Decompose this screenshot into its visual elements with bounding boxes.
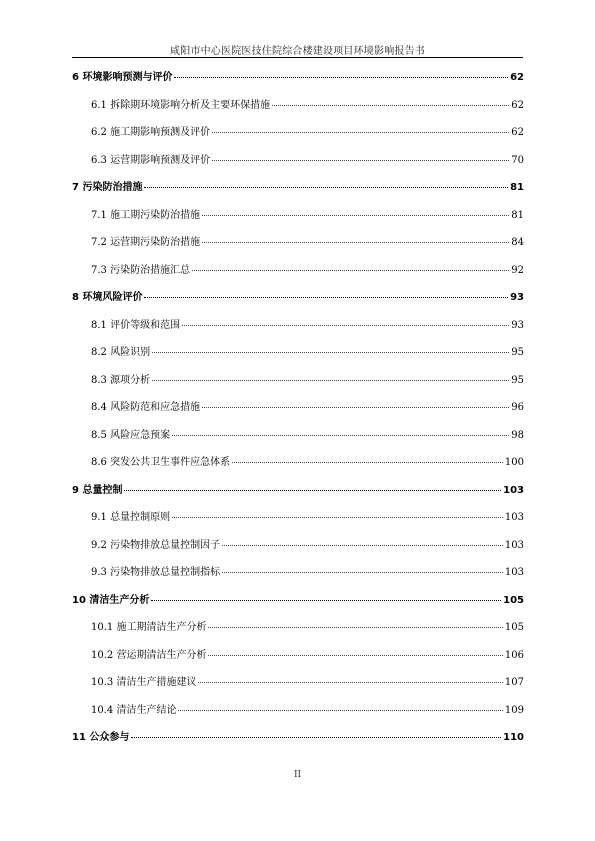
toc-entry-label: 9.1 总量控制原则 [91, 512, 171, 523]
toc-dot-leader [174, 77, 508, 78]
toc-entry-label: 8.2 风险识别 [91, 347, 151, 358]
toc-entry-label: 6.3 运营期影响预测及评价 [91, 154, 211, 166]
toc-entry-label: 8 环境风险评价 [72, 292, 143, 303]
toc-dot-leader [152, 352, 509, 353]
toc-entry-page-number: 70 [511, 154, 524, 166]
toc-entry-label: 10 清洁生产分析 [72, 594, 150, 606]
toc-entry-label: 10.4 清洁生产结论 [91, 704, 177, 716]
toc-dot-leader [151, 600, 501, 601]
toc-entry-label: 7.2 运营期污染防治措施 [91, 237, 201, 248]
toc-entry-page-number: 107 [504, 677, 524, 688]
toc-section-entry[interactable] [72, 151, 524, 179]
toc-chapter-entry[interactable] [72, 288, 524, 316]
toc-section-entry[interactable] [72, 426, 524, 454]
toc-entry-page-number: 81 [511, 209, 524, 221]
toc-entry-page-number: 106 [504, 649, 524, 661]
toc-entry-page-number: 62 [511, 127, 524, 138]
toc-dot-leader [212, 160, 509, 161]
toc-dot-leader [222, 545, 503, 546]
toc-entry-label: 10.1 施工期清洁生产分析 [91, 622, 207, 633]
toc-dot-leader [198, 682, 502, 683]
page-number: II [293, 770, 302, 780]
toc-section-entry[interactable] [72, 646, 524, 674]
toc-dot-leader [202, 242, 509, 243]
toc-section-entry[interactable] [72, 316, 524, 344]
toc-entry-page-number: 93 [510, 292, 524, 303]
toc-section-entry[interactable] [72, 508, 524, 536]
toc-entry-page-number: 95 [511, 374, 524, 386]
toc-entry-page-number: 62 [511, 99, 524, 111]
header-rule [72, 57, 523, 58]
toc-entry-page-number: 93 [511, 319, 524, 331]
toc-section-entry[interactable] [72, 96, 524, 124]
toc-entry-label: 6.1 拆除期环境影响分析及主要环保措施 [91, 99, 271, 111]
toc-chapter-entry[interactable] [72, 591, 524, 619]
toc-entry-page-number: 109 [504, 704, 524, 716]
toc-section-entry[interactable] [72, 206, 524, 234]
toc-entry-page-number: 81 [510, 182, 524, 193]
toc-entry-label: 9.3 污染物排放总量控制指标 [91, 567, 221, 578]
toc-entry-label: 8.6 突发公共卫生事件应急体系 [91, 457, 231, 468]
toc-entry-label: 7 污染防治措施 [72, 182, 143, 193]
toc-dot-leader [172, 517, 503, 518]
toc-section-entry[interactable] [72, 233, 524, 261]
toc-section-entry[interactable] [72, 536, 524, 564]
toc-entry-page-number: 103 [504, 539, 524, 551]
toc-dot-leader [144, 187, 508, 188]
toc-entry-page-number: 105 [504, 622, 524, 633]
toc-entry-label: 6 环境影响预测与评价 [72, 72, 173, 83]
toc-section-entry[interactable] [72, 563, 524, 591]
toc-dot-leader [152, 380, 509, 381]
toc-entry-label: 7.1 施工期污染防治措施 [91, 209, 201, 221]
toc-entry-label: 8.4 风险防范和应急措施 [91, 402, 201, 413]
toc-entry-page-number: 105 [503, 594, 524, 606]
toc-section-entry[interactable] [72, 673, 524, 701]
toc-dot-leader [144, 297, 508, 298]
toc-entry-page-number: 84 [511, 237, 524, 248]
toc-entry-page-number: 110 [503, 732, 524, 743]
toc-entry-label: 10.2 营运期清洁生产分析 [91, 649, 207, 661]
toc-entry-page-number: 103 [503, 484, 524, 496]
toc-section-entry[interactable] [72, 453, 524, 481]
toc-dot-leader [212, 132, 509, 133]
toc-entry-label: 10.3 清洁生产措施建议 [91, 677, 197, 688]
toc-section-entry[interactable] [72, 398, 524, 426]
toc-dot-leader [208, 655, 502, 656]
toc-chapter-entry[interactable] [72, 68, 524, 96]
toc-dot-leader [208, 627, 502, 628]
toc-entry-label: 9 总量控制 [72, 484, 123, 496]
toc-section-entry[interactable] [72, 371, 524, 399]
toc-dot-leader [202, 215, 509, 216]
toc-section-entry[interactable] [72, 618, 524, 646]
toc-chapter-entry[interactable] [72, 728, 524, 756]
running-header: 咸阳市中心医院医技住院综合楼建设项目环境影响报告书 [170, 46, 425, 57]
toc-entry-page-number: 96 [511, 402, 524, 413]
toc-entry-page-number: 95 [511, 347, 524, 358]
table-of-contents [72, 68, 524, 756]
toc-entry-page-number: 103 [504, 512, 524, 523]
toc-section-entry[interactable] [72, 261, 524, 289]
toc-dot-leader [131, 737, 501, 738]
toc-dot-leader [192, 270, 509, 271]
toc-dot-leader [178, 710, 502, 711]
toc-entry-label: 11 公众参与 [72, 732, 130, 743]
toc-entry-page-number: 100 [504, 457, 524, 468]
toc-section-entry[interactable] [72, 701, 524, 729]
toc-section-entry[interactable] [72, 123, 524, 151]
toc-dot-leader [222, 572, 503, 573]
toc-dot-leader [202, 407, 509, 408]
toc-entry-label: 8.3 源项分析 [91, 374, 151, 386]
toc-entry-page-number: 98 [511, 429, 524, 441]
toc-dot-leader [232, 462, 503, 463]
toc-entry-label: 7.3 污染防治措施汇总 [91, 264, 191, 276]
toc-entry-label: 8.5 风险应急预案 [91, 429, 171, 441]
toc-dot-leader [182, 325, 509, 326]
toc-entry-label: 6.2 施工期影响预测及评价 [91, 127, 211, 138]
toc-entry-page-number: 92 [511, 264, 524, 276]
toc-entry-label: 8.1 评价等级和范围 [91, 319, 181, 331]
toc-entry-label: 9.2 污染物排放总量控制因子 [91, 539, 221, 551]
toc-section-entry[interactable] [72, 343, 524, 371]
toc-dot-leader [172, 435, 509, 436]
toc-entry-page-number: 103 [504, 567, 524, 578]
toc-dot-leader [124, 490, 501, 491]
toc-chapter-entry[interactable] [72, 481, 524, 509]
toc-dot-leader [272, 105, 509, 106]
toc-entry-page-number: 62 [510, 72, 524, 83]
toc-chapter-entry[interactable] [72, 178, 524, 206]
